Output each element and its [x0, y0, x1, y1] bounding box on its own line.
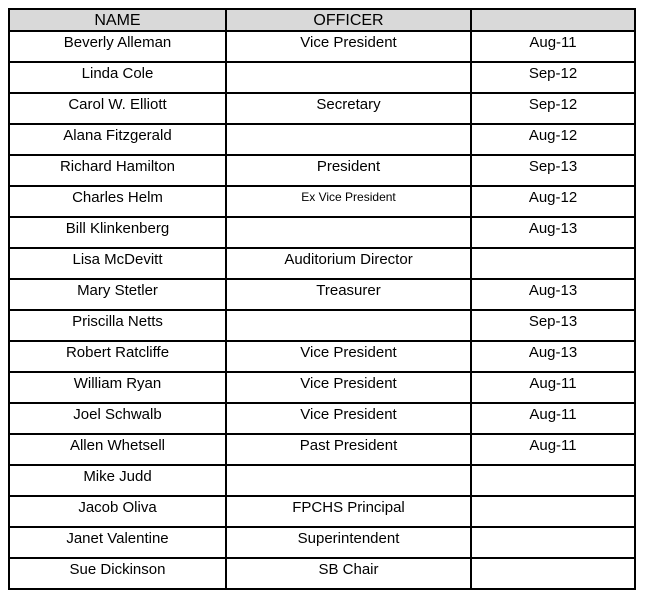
table-row: [9, 403, 635, 434]
date-cell: [471, 527, 635, 558]
officer-cell-text: Vice President: [300, 375, 397, 392]
date-cell-text: Sep-13: [528, 313, 578, 330]
date-cell-text: Aug-13: [528, 282, 578, 299]
date-cell: [471, 155, 635, 186]
officer-cell: [226, 248, 471, 279]
date-cell-text: Aug-11: [529, 437, 577, 454]
officer-cell-text: Superintendent: [297, 530, 400, 547]
date-cell: [471, 341, 635, 372]
officer-cell: [226, 558, 471, 589]
table-row: [9, 217, 635, 248]
officer-cell-text: Ex Vice President: [301, 190, 396, 204]
name-cell-text: Jacob Oliva: [78, 499, 157, 516]
date-cell: [471, 217, 635, 248]
name-cell-text: Richard Hamilton: [59, 158, 176, 175]
date-cell-text: [472, 466, 634, 469]
header-name: NAME: [9, 9, 226, 31]
officer-cell: [226, 434, 471, 465]
date-cell: [471, 93, 635, 124]
table-row: [9, 527, 635, 558]
name-cell: [9, 93, 226, 124]
name-cell-text: Mike Judd: [83, 468, 152, 485]
table-row: [9, 310, 635, 341]
officer-cell: [226, 496, 471, 527]
table-row: [9, 93, 635, 124]
name-cell: [9, 403, 226, 434]
officer-cell: [226, 279, 471, 310]
officer-cell-text: FPCHS Principal: [292, 499, 405, 516]
name-cell-text: Allen Whetsell: [69, 437, 166, 454]
name-cell: [9, 558, 226, 589]
table-row: [9, 248, 635, 279]
officer-cell-text: [227, 218, 470, 221]
date-cell-text: Aug-11: [529, 406, 577, 423]
table-row: [9, 31, 635, 62]
table-row: [9, 279, 635, 310]
date-cell: [471, 248, 635, 279]
name-cell-text: Mary Stetler: [77, 282, 158, 299]
officer-cell: [226, 124, 471, 155]
date-cell-text: Sep-13: [528, 158, 578, 175]
date-cell-text: [472, 497, 634, 500]
name-cell-text: Priscilla Netts: [72, 313, 163, 330]
name-cell-text: Joel Schwalb: [73, 406, 162, 423]
officer-cell-text: [227, 466, 470, 469]
officer-cell-text: Treasurer: [316, 282, 381, 299]
officer-cell: [226, 372, 471, 403]
name-cell-text: Beverly Alleman: [63, 34, 172, 51]
date-cell: [471, 279, 635, 310]
officer-cell-text: SB Chair: [318, 561, 379, 578]
name-cell: [9, 279, 226, 310]
officer-cell: [226, 341, 471, 372]
officer-cell-text: Secretary: [316, 96, 381, 113]
officer-cell: [226, 403, 471, 434]
name-cell: [9, 527, 226, 558]
date-cell: [471, 124, 635, 155]
officer-cell-text: [227, 125, 470, 128]
date-cell: [471, 62, 635, 93]
table-row: [9, 62, 635, 93]
name-cell: [9, 155, 226, 186]
officer-cell-text: [227, 311, 470, 314]
name-cell: [9, 465, 226, 496]
date-cell: [471, 558, 635, 589]
table-row: [9, 341, 635, 372]
name-cell-text: Sue Dickinson: [69, 561, 166, 578]
officer-cell: [226, 93, 471, 124]
date-cell-text: Sep-12: [528, 96, 578, 113]
officer-cell: [226, 310, 471, 341]
officer-cell: [226, 186, 471, 217]
date-cell-text: Aug-11: [529, 375, 577, 392]
name-cell-text: Linda Cole: [81, 65, 154, 82]
officer-cell-text: Auditorium Director: [284, 251, 413, 268]
name-cell-text: Janet Valentine: [66, 530, 169, 547]
date-cell-text: Aug-11: [529, 34, 577, 51]
table-row: [9, 186, 635, 217]
table-row: [9, 434, 635, 465]
name-cell: [9, 186, 226, 217]
name-cell: [9, 434, 226, 465]
header-date: [471, 9, 635, 31]
officer-cell-text: Vice President: [300, 34, 397, 51]
officer-cell: [226, 62, 471, 93]
table-row: [9, 496, 635, 527]
name-cell-text: Alana Fitzgerald: [63, 127, 172, 144]
table-row: [9, 124, 635, 155]
name-cell: [9, 124, 226, 155]
date-cell-text: Aug-12: [528, 189, 578, 206]
date-cell-text: [472, 249, 634, 252]
name-cell: [9, 372, 226, 403]
name-cell-text: Lisa McDevitt: [72, 251, 163, 268]
name-cell: [9, 496, 226, 527]
roster-body: [9, 31, 635, 589]
date-cell: [471, 31, 635, 62]
name-cell: [9, 217, 226, 248]
date-cell-text: [472, 528, 634, 531]
name-cell-text: Robert Ratcliffe: [65, 344, 170, 361]
officer-cell: [226, 31, 471, 62]
name-cell-text: Carol W. Elliott: [68, 96, 167, 113]
officer-roster-table: [8, 8, 636, 590]
name-cell-text: William Ryan: [73, 375, 162, 392]
table-row: [9, 372, 635, 403]
date-cell: [471, 186, 635, 217]
officer-cell-text: [227, 63, 470, 66]
date-cell: [471, 496, 635, 527]
officer-cell: [226, 217, 471, 248]
name-cell: [9, 248, 226, 279]
name-cell: [9, 62, 226, 93]
name-cell-text: Bill Klinkenberg: [65, 220, 170, 237]
date-cell: [471, 465, 635, 496]
name-cell-text: Charles Helm: [72, 189, 163, 206]
officer-cell: [226, 465, 471, 496]
date-cell: [471, 434, 635, 465]
officer-cell-text: President: [316, 158, 381, 175]
header-officer: OFFICER: [226, 9, 471, 31]
name-cell: [9, 31, 226, 62]
officer-cell: [226, 527, 471, 558]
table-row: [9, 155, 635, 186]
date-cell-text: Sep-12: [528, 65, 578, 82]
table-row: [9, 465, 635, 496]
name-cell: [9, 341, 226, 372]
date-cell: [471, 310, 635, 341]
header-row: [9, 9, 635, 31]
table-row: [9, 558, 635, 589]
date-cell-text: [472, 559, 634, 562]
date-cell-text: Aug-12: [528, 127, 578, 144]
officer-cell-text: Vice President: [300, 344, 397, 361]
officer-cell-text: Vice President: [300, 406, 397, 423]
officer-cell-text: Past President: [299, 437, 398, 454]
date-cell: [471, 403, 635, 434]
date-cell-text: Aug-13: [528, 220, 578, 237]
officer-cell: [226, 155, 471, 186]
name-cell: [9, 310, 226, 341]
date-cell: [471, 372, 635, 403]
date-cell-text: Aug-13: [528, 344, 578, 361]
